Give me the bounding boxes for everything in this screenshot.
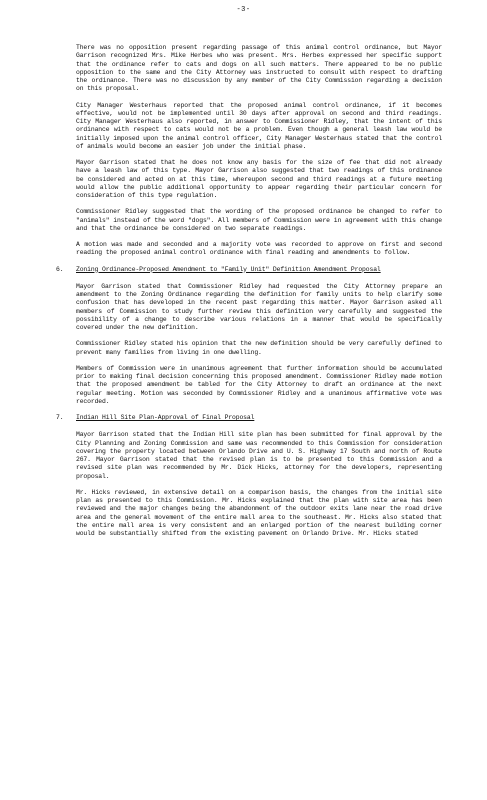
paragraph: Mayor Garrison stated that he does not know any basis for the size of fee that did not already have a leash law of this type. Mayor Garrison also suggested that two readings of this ordinance be considered and acted on at this time, whereupon second and third readings at a future meeting would allow the public additional opportunity to appear regarding their particular concern for consideration of this type regulation. (76, 159, 442, 199)
paragraph: A motion was made and seconded and a majority vote was recorded to approve on first and second reading the proposed animal control ordinance with final reading and amendments to follow. (76, 241, 442, 257)
paragraph: Mr. Hicks reviewed, in extensive detail on a comparison basis, the changes from the initial site plan as presented to this Commission. Mr. Hicks explained that the plan with site area has been reviewed and the major changes being the abandonment of the outdoor exits lane near the road drive area and the general movement of the entire mall area to the southeast. Mr. Hicks also stated that the entire mall area is very consistent and an enlarged portion of the nearest building corner would be substantially shifted from the existing pavement on Orlando Drive. Mr. Hicks stated (76, 488, 442, 537)
document-body (56, 44, 442, 546)
agenda-item-title: Zoning Ordinance-Proposed Amendment to "Family Unit" Definition Amendment Proposal (76, 265, 381, 273)
paragraph: There was no opposition present regarding passage of this animal control ordinance, but Mayor Garrison recognized Mrs. Mike Herbes who was present. Mrs. Herbes expressed her specific support that the ordinance refer to cats and dogs on all such matters. There appeared to be no public opposition to the same and the City Attorney was instructed to consult with respect to drafting the ordinance. There was no discussion by any member of the City Commission regarding a decision on this proposal. (76, 44, 442, 93)
agenda-item-7 (56, 414, 442, 422)
page-number: -3- (236, 6, 251, 14)
paragraph: Mayor Garrison stated that the Indian Hill site plan has been submitted for final approval by the City Planning and Zoning Commission and same was recommended to this Commission for consideration covering the property located between Orlando Drive and U. S. Highway 17 South and north of Route 267. Mayor Garrison stated that the revised plan is to be presented to this Commission and a revised site plan was recommended by Mr. Dick Hicks, attorney for the developers, representing proposal. (76, 431, 442, 480)
paragraph: Commissioner Ridley stated his opinion that the new definition should be very carefully defined to prevent many families from living in one dwelling. (76, 340, 442, 356)
paragraph: Mayor Garrison stated that Commissioner Ridley had requested the City Attorney prepare an amendment to the Zoning Ordinance regarding the definition for family units to help clarify some confusion that has developed in the recent past regarding this matter. Mayor Garrison asked all members of Commission to study further review this definition very carefully and suggested the possibility of a change to describe various relations in a manner that would be specifically covered under the new definition. (76, 282, 442, 331)
agenda-item-number: 6. (56, 265, 64, 273)
agenda-item-number: 7. (56, 414, 64, 421)
paragraph: City Manager Westerhaus reported that the proposed animal control ordinance, if it becomes effective, would not be implemented until 30 days after approval on second and third readings. City Manager Westerhaus also reported, in answer to Commissioner Ridley, that the intent of this ordinance with respect to cats would not be a problem. Even though a general leash law would be initially imposed upon the animal control officer, City Manager Westerhaus stated that the control of animals would become an easier job under the initial phase. (76, 101, 442, 150)
paragraph: Commissioner Ridley suggested that the wording of the proposed ordinance be changed to refer to "animals" instead of the word "dogs". All members of Commission were in agreement with this change and that the ordinance be considered on two separate readings. (76, 208, 442, 232)
paragraph: Members of Commission were in unanimous agreement that further information should be accumulated prior to making final decision concerning this proposed amendment. Commissioner Ridley made motion that the proposed amendment be tabled for the City Attorney to draft an ordinance at the next regular meeting. Motion was seconded by Commissioner Ridley and a unanimous affirmative vote was recorded. (76, 364, 442, 405)
agenda-item-title: Indian Hill Site Plan-Approval of Final Proposal (76, 414, 255, 421)
agenda-item-6 (56, 265, 442, 274)
